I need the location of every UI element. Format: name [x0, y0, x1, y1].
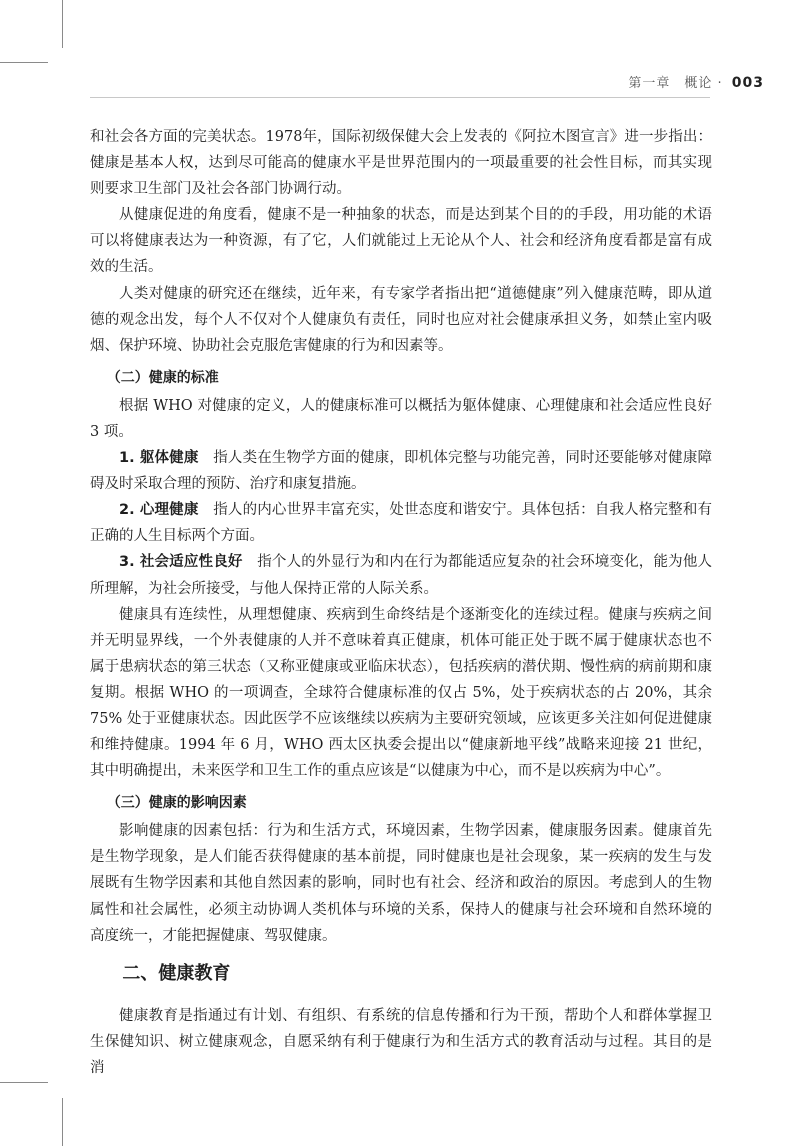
list-item	[90, 549, 712, 601]
page-number: 003	[731, 75, 764, 91]
chapter-title: 第一章 概论	[628, 76, 713, 91]
item-text: 指个人的外显行为和内在行为都能适应复杂的社会环境变化，能为他人所理解，为社会所接受，与他人保持正常的人际关系。	[90, 554, 713, 597]
item-term: 2. 心理健康	[119, 502, 199, 519]
paragraph: 人类对健康的研究还在继续，近年来，有专家学者指出把“道德健康”列入健康范畴，即从道德的观念出发，每个人不仅对个人健康负有责任，同时也应对社会健康承担义务，如禁止室内吸烟、保护环境、协助社会克服危害健康的行为和因素等。	[90, 285, 712, 354]
item-term: 1. 躯体健康	[119, 450, 199, 467]
header-separator: ·	[717, 76, 723, 91]
list-item	[90, 445, 712, 497]
page-body	[90, 124, 712, 1081]
header-rule	[90, 97, 710, 98]
item-term: 3. 社会适应性良好	[119, 554, 243, 571]
item-text: 指人的内心世界丰富充实，处世态度和谐安宁。具体包括：自我人格完整和有正确的人生目标两个方面。	[90, 502, 713, 545]
section-heading-health-standards: （二）健康的标准	[106, 369, 219, 386]
crop-mark	[62, 0, 63, 48]
running-head	[628, 72, 764, 91]
chapter-heading-health-education: 二、健康教育	[122, 962, 231, 984]
crop-mark	[0, 62, 48, 63]
crop-mark	[62, 1098, 63, 1146]
paragraph: 健康教育是指通过有计划、有组织、有系统的信息传播和行为干预，帮助个人和群体掌握卫生保健知识、树立健康观念，自愿采纳有利于健康行为和生活方式的教育活动与过程。其目的是消	[90, 1007, 712, 1076]
section-heading-health-factors: （三）健康的影响因素	[106, 795, 247, 812]
crop-mark	[0, 1082, 48, 1083]
item-text: 指人类在生物学方面的健康，即机体完整与功能完善，同时还要能够对健康障碍及时采取合理的预防、治疗和康复措施。	[90, 450, 713, 493]
paragraph: 影响健康的因素包括：行为和生活方式，环境因素，生物学因素，健康服务因素。健康首先是生物学现象，是人们能否获得健康的基本前提，同时健康也是社会现象，某一疾病的发生与发展既有生物学因素和其他自然因素的影响，同时也有社会、经济和政治的原因。考虑到人的生物属性和社会属性，必须主动协调人类机体与环境的关系，保持人的健康与社会环境和自然环境的高度统一，才能把握健康、驾驭健康。	[90, 823, 712, 944]
list-item	[90, 497, 712, 549]
paragraph: 和社会各方面的完美状态。1978年，国际初级保健大会上发表的《阿拉木图宣言》进一步指出：健康是基本人权，达到尽可能高的健康水平是世界范围内的一项最重要的社会性目标，而其实现则要求卫生部门及社会各部门协调行动。	[90, 129, 712, 198]
paragraph: 从健康促进的角度看，健康不是一种抽象的状态，而是达到某个目的的手段，用功能的术语可以将健康表达为一种资源，有了它，人们就能过上无论从个人、社会和经济角度看都是富有成效的生活。	[90, 207, 712, 276]
paragraph: 根据 WHO 对健康的定义，人的健康标准可以概括为躯体健康、心理健康和社会适应性良好 3 项。	[90, 397, 712, 440]
paragraph: 健康具有连续性，从理想健康、疾病到生命终结是个逐渐变化的连续过程。健康与疾病之间并无明显界线，一个外表健康的人并不意味着真正健康，机体可能正处于既不属于健康状态也不属于患病状态的第三状态（又称亚健康或亚临床状态），包括疾病的潜伏期、慢性病的病前期和康复期。根据 WHO 的一项调查，全球符合健康标准的仅占 5%，处于疾病状态的占 20%，其余 75% 处于亚健康状态。因此医学不应该继续以疾病为主要研究领域，应该更多关注如何促进健康和维持健康。1994 年 6 月，WHO 西太区执委会提出以“健康新地平线”战略来迎接 21 世纪，其中明确提出，未来医学和卫生工作的重点应该是“以健康为中心，而不是以疾病为中心”。	[90, 606, 712, 780]
